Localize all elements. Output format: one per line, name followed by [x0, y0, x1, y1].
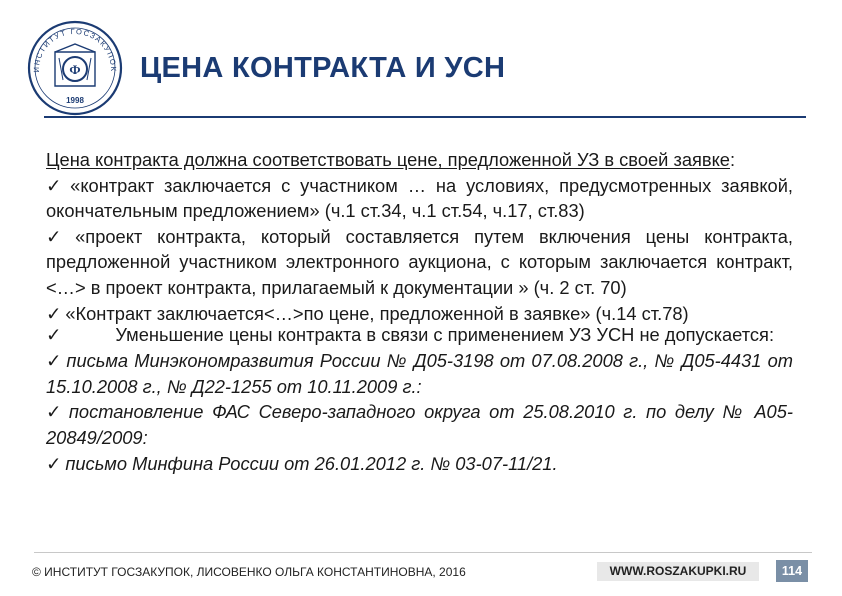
footer-divider — [34, 552, 812, 553]
checkmark-icon: ✓ — [46, 350, 63, 372]
institute-logo — [25, 18, 125, 118]
list-item — [46, 348, 793, 399]
lead-statement — [46, 147, 793, 173]
list-item-text: «контракт заключается с участником … на условиях, предусмотренных заявкой, окончательным предложением» (ч.1 ст.34, ч.1 ст.54, ч.17, ст.83) — [46, 174, 793, 222]
list-item-text: «Контракт заключается<…>по цене, предложенной в заявке» (ч.14 ст.78) — [65, 302, 689, 324]
page-title: ЦЕНА КОНТРАКТА И УСН — [140, 52, 506, 84]
logo-ring-text: ИНСТИТУТ ГОСЗАКУПОК — [31, 26, 119, 73]
list-item-text: письмо Минфина России от 26.01.2012 г. № 03-07-11/21. — [65, 452, 558, 474]
list-item-text: постановление ФАС Северо-западного округа от 25.08.2010 г. по делу № А05-20849/2009: — [46, 401, 793, 448]
list-item-text: письма Минэкономразвития России № Д05-3198 от 07.08.2008 г., № Д05-4431 от 15.10.2008 г., № Д22-1255 от 10.11.2009 г.: — [46, 350, 793, 397]
list-item — [46, 451, 793, 477]
slide-body — [46, 147, 793, 476]
checkmark-icon: ✓ — [46, 401, 65, 423]
title-divider — [44, 116, 806, 118]
list-item-text: Уменьшение цены контракта в связи с применением УЗ УСН не допускается: — [115, 324, 775, 346]
list-item — [46, 224, 793, 301]
list-item — [46, 301, 793, 327]
lead-colon: : — [729, 149, 736, 170]
checkmark-icon: ✓ — [46, 324, 62, 346]
list-item — [46, 326, 793, 344]
svg-text:Ф: Ф — [69, 62, 81, 77]
logo-year: 1998 — [66, 96, 84, 105]
list-item-text: «проект контракта, который составляется путем включения цены контракта, предложенной участником электронного аукциона, с которым заключается контракт, <…> в проект контракта, прилагаемый к документации » (ч. 2 ст. 70) — [46, 225, 793, 298]
footer-copyright: © ИНСТИТУТ ГОСЗАКУПОК, ЛИСОВЕНКО ОЛЬГА КОНСТАНТИНОВНА, 2016 — [32, 565, 466, 579]
list-item — [46, 173, 793, 224]
checkmark-icon: ✓ — [46, 174, 67, 196]
page-number: 114 — [776, 560, 808, 582]
list-item — [46, 399, 793, 450]
lead-underlined-text: Цена контракта должна соответствовать цене, предложенной УЗ в своей заявке — [46, 149, 730, 170]
checkmark-icon: ✓ — [46, 225, 72, 247]
footer-website-link[interactable]: WWW.ROSZAKUPKI.RU — [597, 562, 759, 581]
checkmark-icon: ✓ — [46, 302, 62, 324]
checkmark-icon: ✓ — [46, 452, 62, 474]
